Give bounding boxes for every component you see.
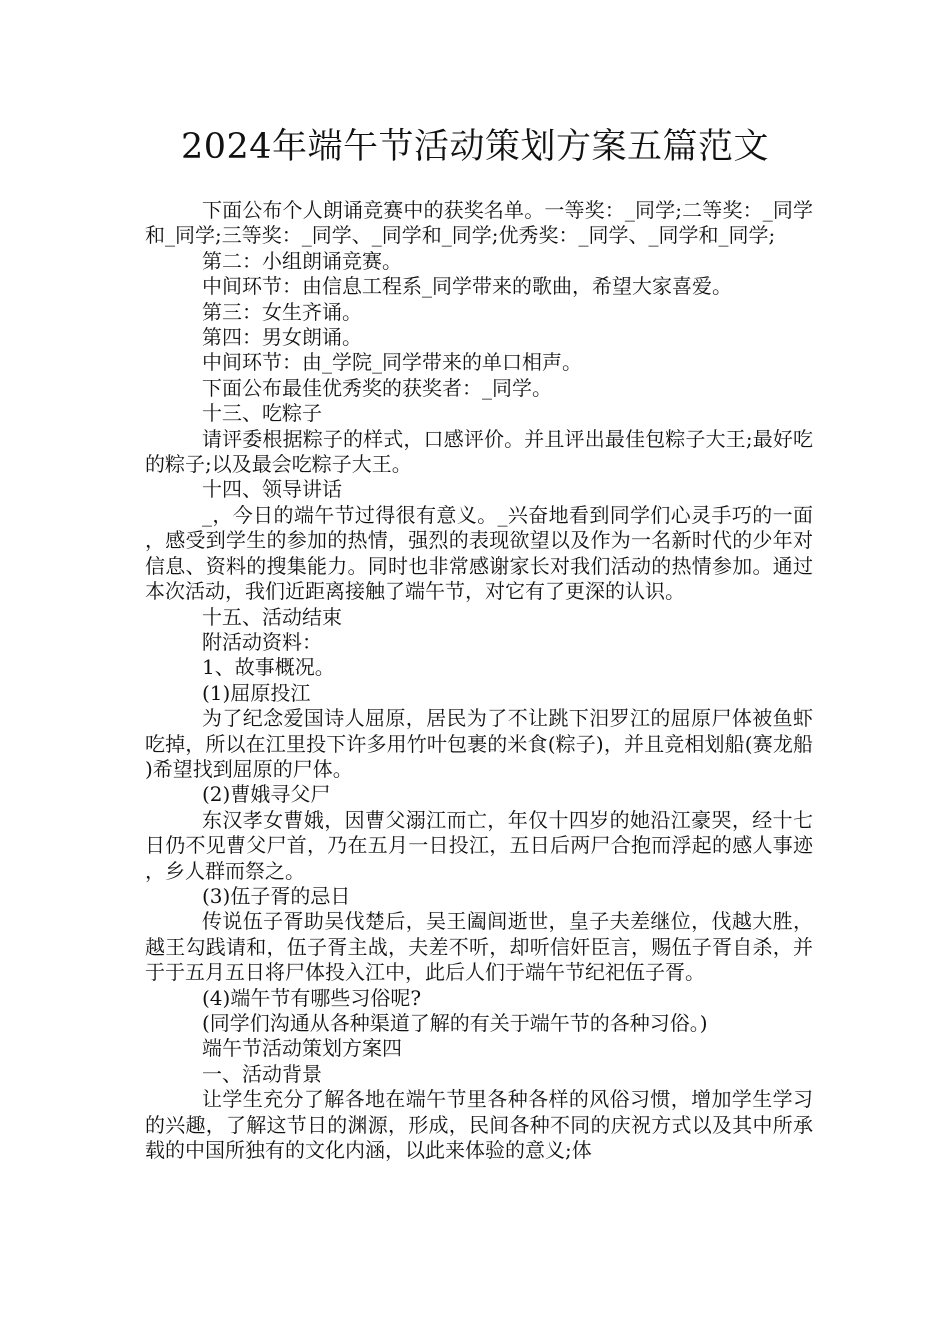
paragraph-item: 请评委根据粽子的样式，口感评价。并且评出最佳包粽子大王;最好吃的粽子;以及最会吃粽子大王。 [145,426,813,477]
story-heading: (2)曹娥寻父尸 [202,782,331,807]
section-heading: 十四、领导讲话 [202,477,342,502]
story-heading: (3)伍子胥的忌日 [202,883,351,908]
section-heading: 端午节活动策划方案四 [202,1036,402,1061]
document-title: 2024年端午节活动策划方案五篇范文 [180,127,770,167]
paragraph-item: 中间环节：由信息工程系_同学带来的歌曲，希望大家喜爱。 [202,274,732,299]
paragraph-item: 第三：女生齐诵。 [202,299,362,324]
paragraph-item: 中间环节：由_学院_同学带来的单口相声。 [202,350,582,375]
paragraph-award-list: 下面公布个人朗诵竞赛中的获奖名单。一等奖：_同学;二等奖：_同学和_同学;三等奖：_同学、_同学和_同学;优秀奖：_同学、_同学和_同学; [145,198,813,248]
story-heading: (1)屈原投江 [202,680,311,705]
paragraph-item: 为了纪念爱国诗人屈原，居民为了不让跳下汨罗江的屈原尸体被鱼虾吃掉，所以在江里投下许多用竹叶包裹的米食(粽子)，并且竞相划船(赛龙船)希望找到屈原的尸体。 [145,706,813,781]
paragraph-item: 东汉孝女曹娥，因曹父溺江而亡，年仅十四岁的她沿江豪哭，经十七日仍不见曹父尸首，乃在五月一日投江，五日后两尸合抱而浮起的感人事迹，乡人群而祭之。 [145,807,813,883]
story-heading: (4)端午节有哪些习俗呢? [202,985,422,1010]
paragraph-item: 1、故事概况。 [202,655,335,680]
paragraph-item: 第二：小组朗诵竞赛。 [202,248,402,273]
paragraph-item: 下面公布最佳优秀奖的获奖者：_同学。 [202,375,552,400]
paragraph-item: 附活动资料： [202,629,322,654]
paragraph-item: 第四：男女朗诵。 [202,325,362,350]
paragraph-item: 传说伍子胥助吴伐楚后，吴王阖闾逝世，皇子夫差继位，伐越大胜，越王勾践请和，伍子胥主战，夫差不听，却听信奸臣言，赐伍子胥自杀，并于于五月五日将尸体投入江中，此后人们于端午节纪祀伍子胥。 [145,909,813,985]
section-heading: 十五、活动结束 [202,604,342,629]
section-heading: 一、活动背景 [202,1061,322,1086]
document-body [145,198,813,1163]
paragraph-item: (同学们沟通从各种渠道了解的有关于端午节的各种习俗。) [202,1011,708,1035]
section-heading: 十三、吃粽子 [202,401,322,426]
paragraph-item: 让学生充分了解各地在端午节里各种各样的风俗习惯，增加学生学习的兴趣，了解这节日的渊源，形成，民间各种不同的庆祝方式以及其中所承载的中国所独有的文化内涵，以此来体验的意义;体 [145,1087,813,1163]
paragraph-item: _，今日的端午节过得很有意义。_兴奋地看到同学们心灵手巧的一面，感受到学生的参加的热情，强烈的表现欲望以及作为一名新时代的少年对信息、资料的搜集能力。同时也非常感谢家长对我们活动的热情参加。通过本次活动，我们近距离接触了端午节，对它有了更深的认识。 [145,502,813,604]
